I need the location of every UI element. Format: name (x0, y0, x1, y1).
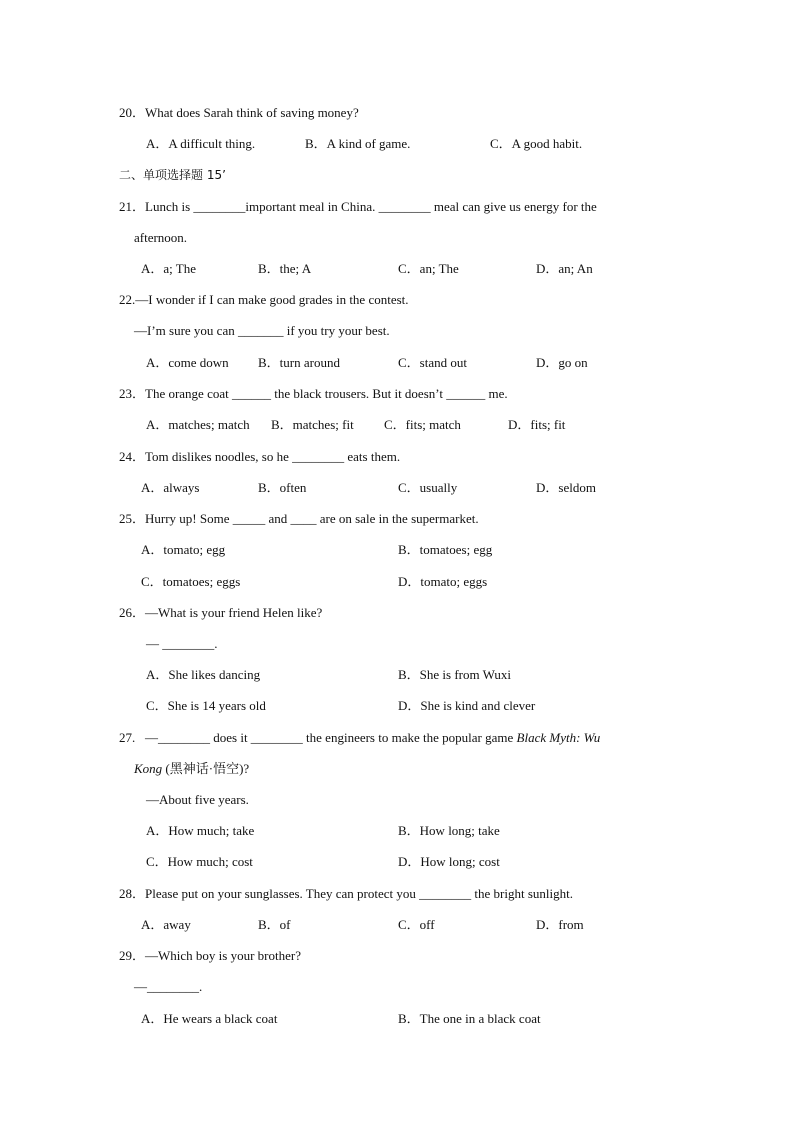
question-27-stem-text: 27. —________ does it ________ the engineers to make the popular game (119, 730, 517, 745)
question-23-stem: 23．The orange coat ______ the black trousers. But it doesn’t ______ me. (119, 386, 508, 401)
question-25-option-b: B．tomatoes; egg (398, 542, 493, 557)
question-21-stem-continued: afternoon. (134, 230, 188, 245)
question-22-option-c: C．stand out (398, 355, 467, 370)
question-28-option-a: A．away (141, 917, 191, 932)
question-29-reply: —________. (134, 979, 203, 994)
question-27-chinese-title: (黑神话·悟空)? (162, 761, 250, 776)
question-20-option-c: C．A good habit. (490, 136, 583, 151)
question-23-option-b: B．matches; fit (271, 417, 354, 432)
question-25-option-a: A．tomato; egg (141, 542, 226, 557)
question-29-stem: 29．—Which boy is your brother? (119, 948, 301, 963)
question-25-option-d: D．tomato; eggs (398, 574, 488, 589)
question-26-option-b: B．She is from Wuxi (398, 667, 511, 682)
question-24-option-d: D．seldom (536, 480, 596, 495)
question-21-option-b: B．the; A (258, 261, 312, 276)
question-21-option-d: D．an; An (536, 261, 593, 276)
question-25-stem: 25．Hurry up! Some _____ and ____ are on sale in the supermarket. (119, 511, 479, 526)
question-23-option-a: A．matches; match (146, 417, 250, 432)
question-29-option-a: A．He wears a black coat (141, 1011, 278, 1026)
question-25-option-c: C．tomatoes; eggs (141, 574, 241, 589)
question-27-stem (119, 730, 600, 746)
question-22-stem: 22.—I wonder if I can make good grades in the contest. (119, 292, 409, 307)
question-28-option-b: B．of (258, 917, 291, 932)
question-26-stem: 26．—What is your friend Helen like? (119, 605, 323, 620)
question-27-option-a: A．How much; take (146, 823, 255, 838)
question-26-option-c: C．She is 14 years old (146, 698, 266, 713)
question-28-option-d: D．from (536, 917, 584, 932)
question-24-option-b: B．often (258, 480, 307, 495)
question-21-stem: 21．Lunch is ________important meal in China. ________ meal can give us energy for the (119, 199, 597, 214)
question-26-option-a: A．She likes dancing (146, 667, 261, 682)
question-22-option-a: A．come down (146, 355, 229, 370)
question-27-game-title: Black Myth: Wu (516, 730, 601, 745)
question-28-option-c: C．off (398, 917, 435, 932)
question-26-reply: — ________. (146, 636, 218, 651)
question-20-stem: 20．What does Sarah think of saving money? (119, 105, 359, 120)
question-27-reply: —About five years. (146, 792, 249, 807)
question-21-option-a: A．a; The (141, 261, 196, 276)
question-27-game-title-continued: Kong (134, 761, 163, 776)
question-21-option-c: C．an; The (398, 261, 459, 276)
question-26-option-d: D．She is kind and clever (398, 698, 536, 713)
question-20-option-b: B．A kind of game. (305, 136, 411, 151)
question-23-option-d: D．fits; fit (508, 417, 566, 432)
question-20-option-a: A．A difficult thing. (146, 136, 256, 151)
section-title: 二、单项选择题 15’ (119, 168, 226, 182)
question-29-option-b: B．The one in a black coat (398, 1011, 541, 1026)
question-22-reply: —I’m sure you can _______ if you try your best. (134, 323, 390, 338)
question-24-option-c: C．usually (398, 480, 458, 495)
question-27-option-d: D．How long; cost (398, 854, 500, 869)
question-24-option-a: A．always (141, 480, 200, 495)
question-28-stem: 28．Please put on your sunglasses. They can protect you ________ the bright sunlight. (119, 886, 573, 901)
question-27-option-c: C．How much; cost (146, 854, 253, 869)
question-27-stem-continued (134, 761, 249, 777)
question-27-option-b: B．How long; take (398, 823, 500, 838)
question-23-option-c: C．fits; match (384, 417, 461, 432)
question-22-option-d: D．go on (536, 355, 588, 370)
question-22-option-b: B．turn around (258, 355, 340, 370)
question-24-stem: 24．Tom dislikes noodles, so he ________ eats them. (119, 449, 401, 464)
